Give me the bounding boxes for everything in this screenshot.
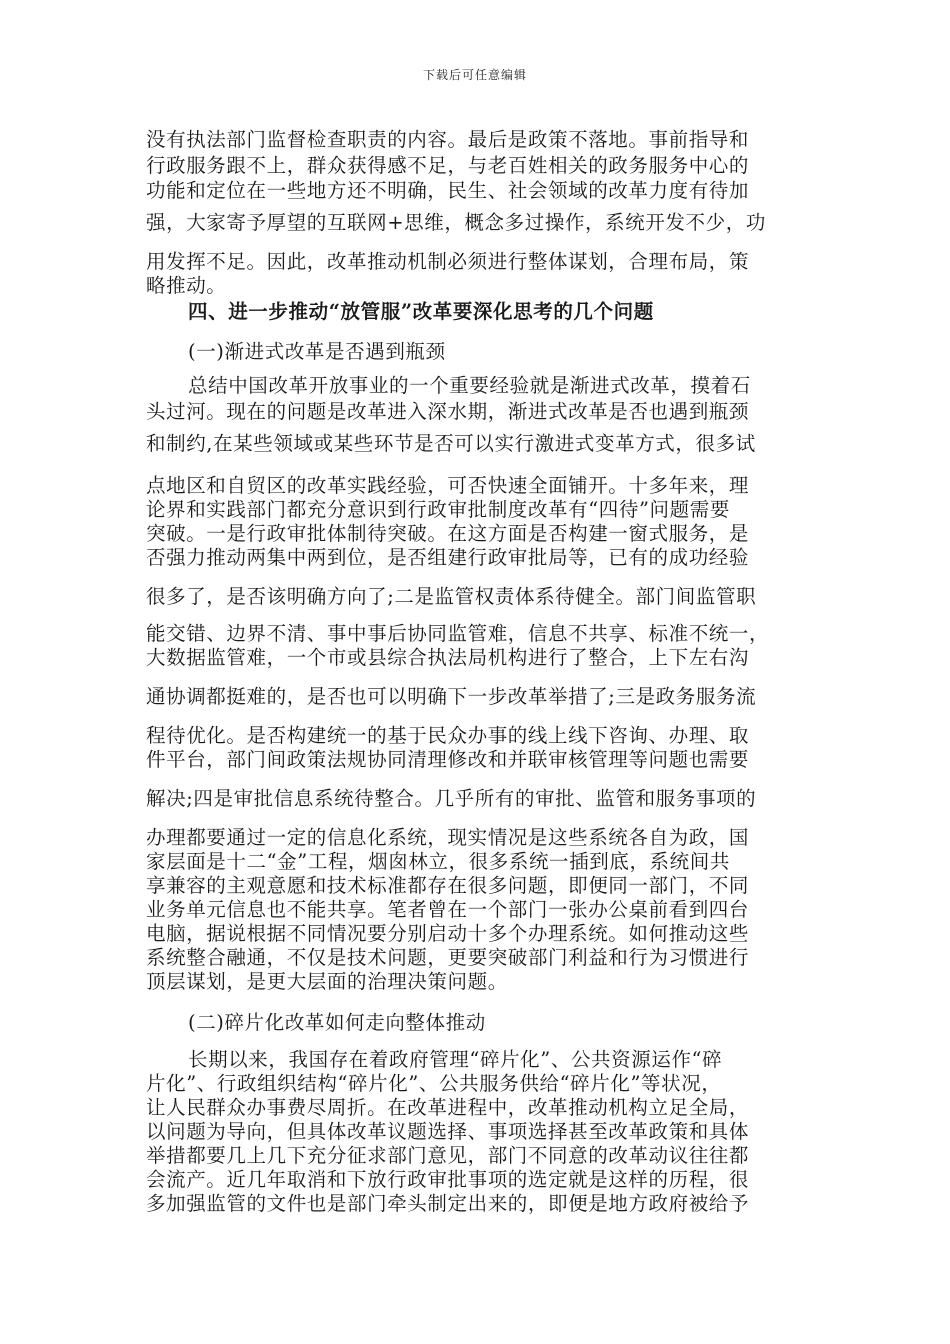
text-line: 顶层谋划，是更大层面的治理决策问题。 — [146, 970, 508, 993]
text-line: 行政服务跟不上，群众获得感不足，与老百姓相关的政务服务中心的 — [146, 154, 750, 177]
text-line: 没有执法部门监督检查职责的内容。最后是政策不落地。事前指导和 — [146, 128, 750, 151]
page-header: 下载后可任意编辑 — [422, 68, 527, 82]
text-line: 让人民群众办事费尽周折。在改革进程中，改革推动机构立足全局， — [146, 1096, 750, 1119]
text-line: 长期以来，我国存在着政府管理“碎片化”、公共资源运作“碎 — [188, 1048, 723, 1071]
text-line: 会流产。近几年取消和下放行政审批事项的选定就是这样的历程，很 — [146, 1168, 750, 1191]
text-line: 办理都要通过一定的信息化系统，现实情况是这些系统各自为政，国 — [146, 826, 750, 849]
text-line: 突破。一是行政审批体制待突破。在这方面是否构建一窗式服务，是 — [146, 522, 750, 545]
text-line: 否强力推动两集中两到位，是否组建行政审批局等，已有的成功经验 — [146, 546, 750, 569]
text-line: 系统整合融通，不仅是技术问题，更要突破部门利益和行为习惯进行 — [146, 946, 750, 969]
text-line: 享兼容的主观意愿和技术标准都存在很多问题，即便同一部门，不同 — [146, 874, 750, 897]
text-line: 片化”、行政组织结构“碎片化”、公共服务供给“碎片化”等状况， — [146, 1072, 722, 1095]
text-line: 很多了，是否该明确方向了;二是监管权责体系待健全。部门间监管职 — [146, 585, 757, 608]
text-line: 电脑，据说根据不同情况要分别启动十多个办理系统。如何推动这些 — [146, 922, 750, 945]
text-line: 家层面是十二“金”工程，烟囱林立，很多系统一插到底，系统间共 — [146, 850, 730, 873]
text-line: 解决;四是审批信息系统待整合。几乎所有的审批、监管和服务事项的 — [146, 787, 757, 810]
text-line: (一)渐进式改革是否遇到瓶颈 — [188, 340, 446, 363]
text-line: 程待优化。是否构建统一的基于民众办事的线上线下咨询、办理、取 — [146, 724, 750, 747]
text-line: 大数据监管难，一个市或县综合执法局机构进行了整合，上下左右沟 — [146, 646, 750, 669]
text-line: 以问题为导向，但具体改革议题选择、事项选择甚至改革政策和具体 — [146, 1120, 750, 1143]
text-line: 举措都要几上几下充分征求部门意见，部门不同意的改革动议往往都 — [146, 1144, 750, 1167]
text-line: 业务单元信息也不能共享。笔者曾在一个部门一张办公桌前看到四台 — [146, 898, 750, 921]
text-line: 总结中国改革开放事业的一个重要经验就是渐进式改革，摸着石 — [188, 374, 751, 397]
text-line: 略推动。 — [146, 274, 227, 297]
section-heading: 四、进一步推动“放管服”改革要深化思考的几个问题 — [188, 300, 654, 323]
text-line: 强，大家寄予厚望的互联网+思维，概念多过操作，系统开发不少，功 — [146, 211, 766, 234]
text-line: (二)碎片化改革如何走向整体推动 — [188, 1011, 486, 1034]
text-line: 功能和定位在一些地方还不明确，民生、社会领域的改革力度有待加 — [146, 179, 750, 202]
text-line: 头过河。现在的问题是改革进入深水期，渐进式改革是否也遇到瓶颈 — [146, 400, 750, 423]
text-line: 论界和实践部门都充分意识到行政审批制度改革有“四待”问题需要 — [146, 498, 730, 521]
text-line: 点地区和自贸区的改革实践经验，可否快速全面铺开。十多年来，理 — [146, 474, 750, 497]
text-line: 和制约,在某些领域或某些环节是否可以实行激进式变革方式，很多试 — [146, 432, 756, 455]
text-line: 多加强监管的文件也是部门牵头制定出来的，即便是地方政府被给予 — [146, 1192, 750, 1215]
text-line: 用发挥不足。因此，改革推动机制必须进行整体谋划，合理布局，策 — [146, 250, 750, 273]
text-line: 通协调都挺难的，是否也可以明确下一步改革举措了;三是政务服务流 — [146, 685, 757, 708]
text-line: 能交错、边界不清、事中事后协同监管难，信息不共享、标准不统一， — [146, 622, 770, 645]
text-line: 件平台，部门间政策法规协同清理修改和并联审核管理等问题也需要 — [146, 748, 750, 771]
